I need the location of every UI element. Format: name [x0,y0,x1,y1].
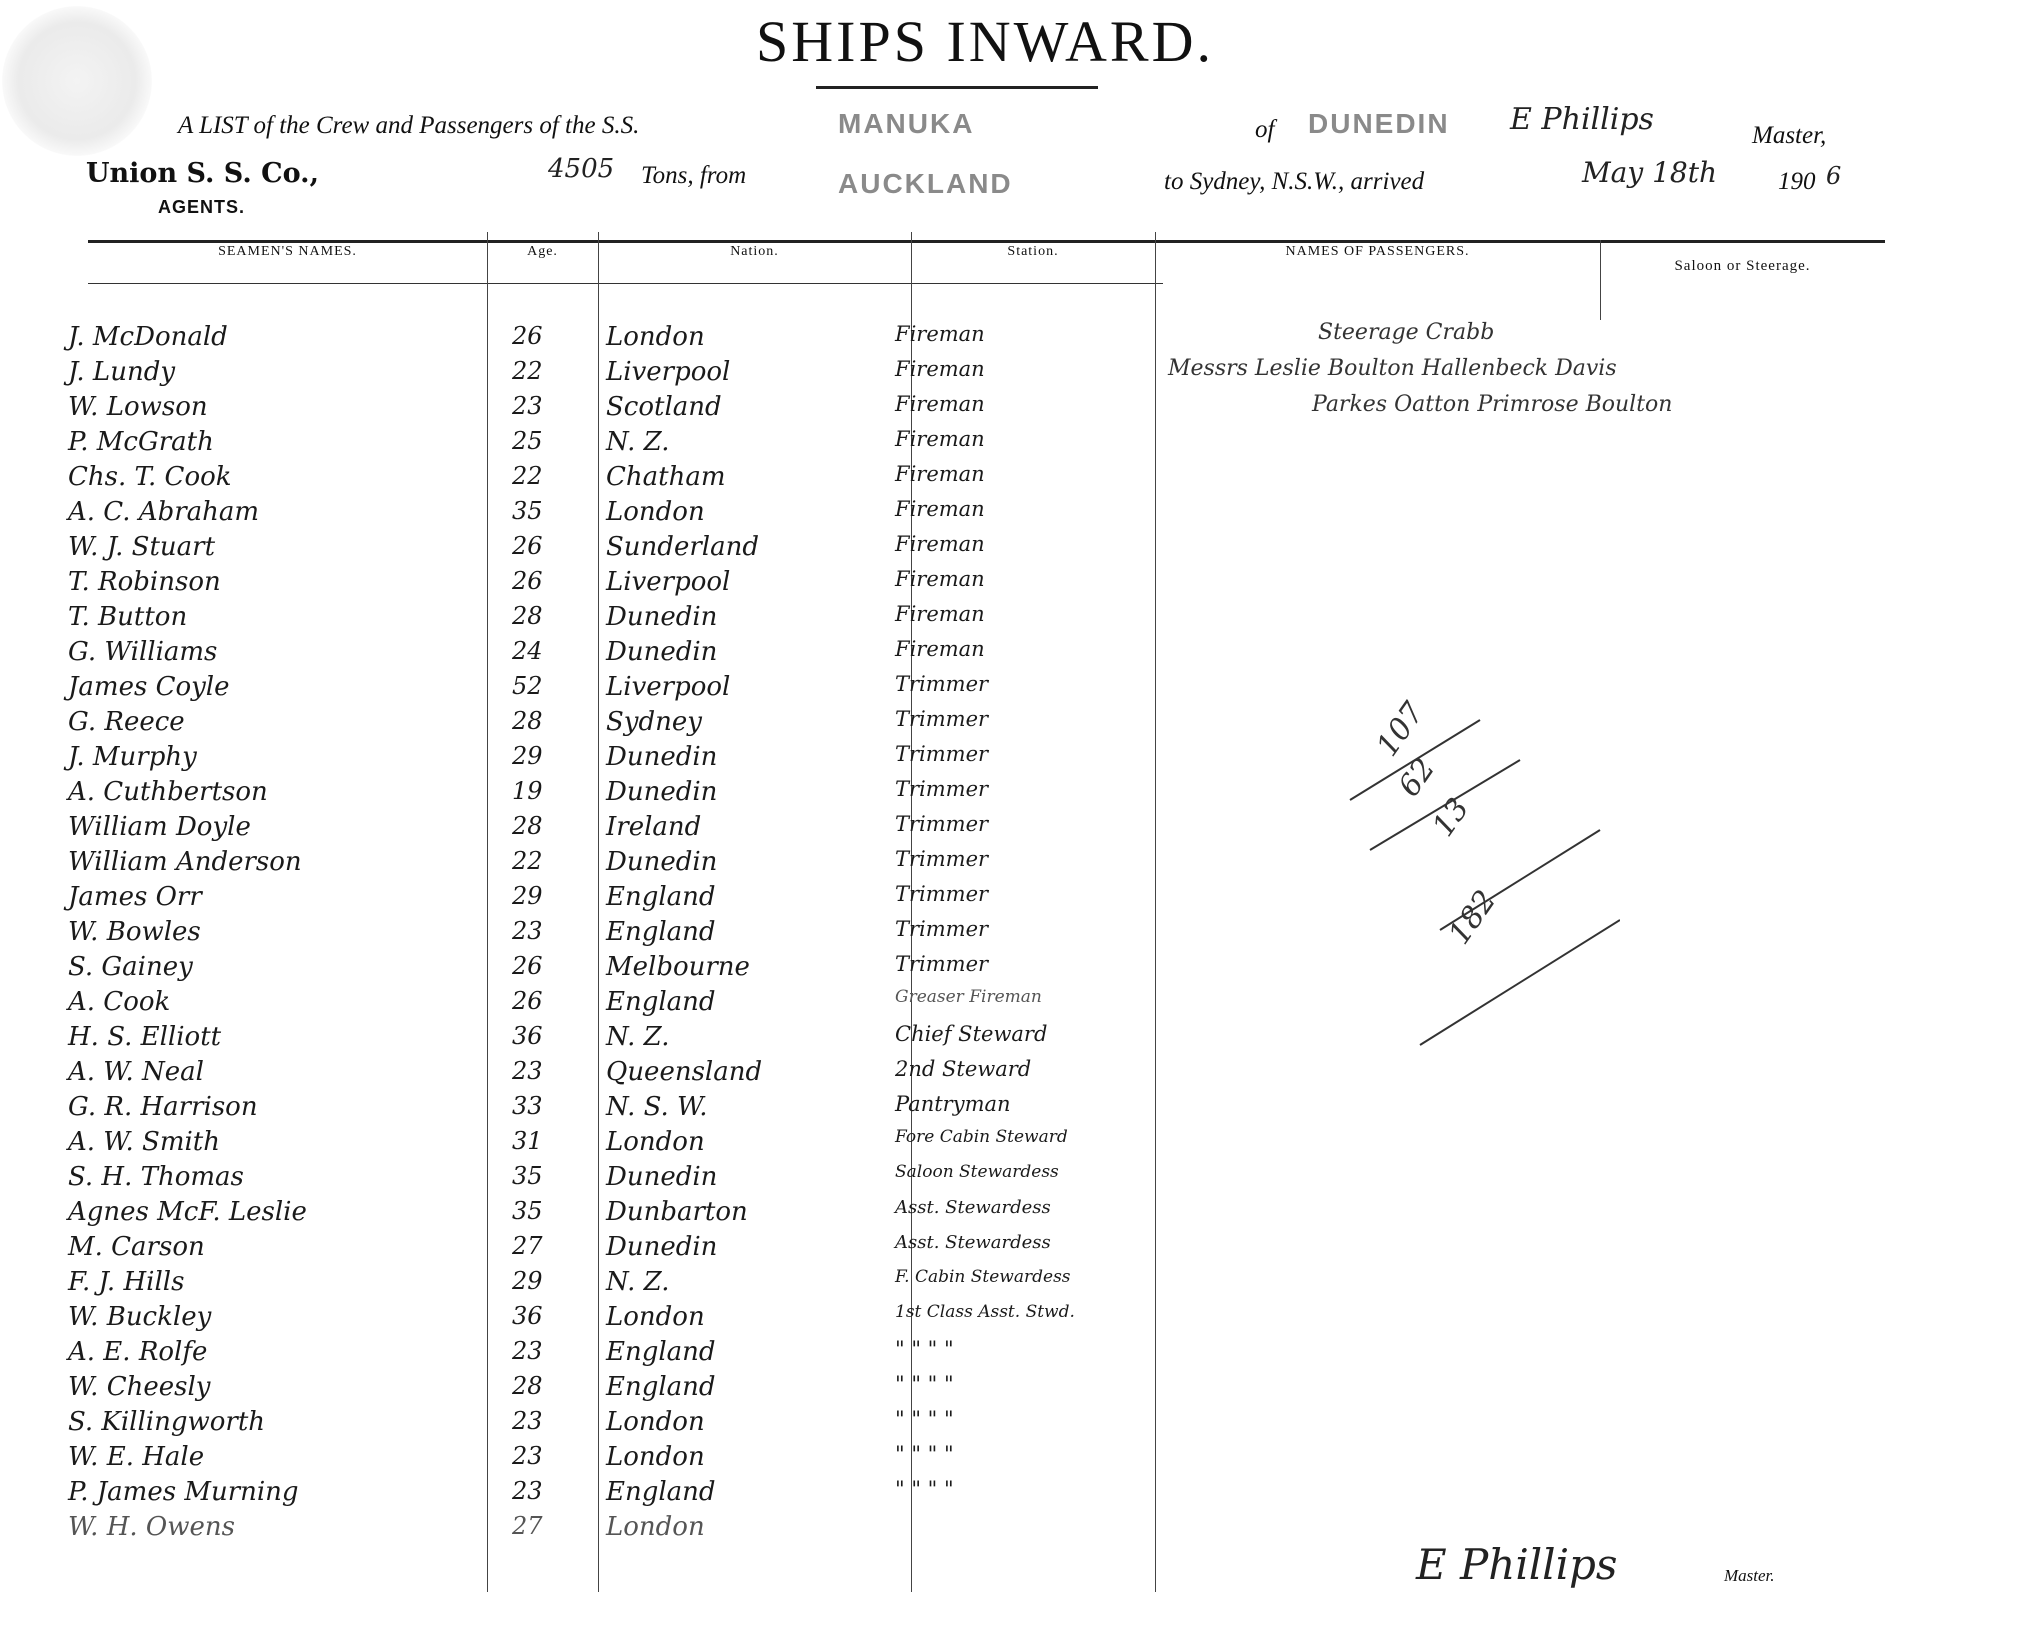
year-suffix: 6 [1826,162,1842,190]
seaman-nation: N. S. W. [606,1092,708,1122]
seaman-name: W. Lowson [68,392,208,422]
seaman-age: 36 [512,1022,543,1050]
seaman-station: Trimmer [895,917,989,941]
col-passengers: NAMES OF PASSENGERS. [1285,244,1470,259]
seaman-name: W. E. Hale [68,1442,205,1472]
seaman-station: " " " " [895,1372,954,1396]
seaman-name: W. J. Stuart [68,532,216,562]
seaman-age: 26 [512,567,543,595]
seaman-name: J. Lundy [68,357,176,387]
table-row [0,812,2029,846]
table-row [0,602,2029,636]
seaman-nation: Liverpool [606,357,731,387]
seaman-station: Pantryman [895,1092,1011,1116]
seaman-station: Trimmer [895,707,989,731]
seaman-station: Fireman [895,567,985,591]
seaman-age: 28 [512,707,543,735]
seaman-nation: London [606,1442,705,1472]
seaman-station: Trimmer [895,847,989,871]
table-header-rule [88,283,1163,284]
seaman-name: F. J. Hills [68,1267,185,1297]
seaman-station: Asst. Stewardess [895,1197,1051,1218]
seaman-nation: Ireland [606,812,702,842]
tally-107: 107 [1369,696,1432,763]
seaman-station: Fireman [895,427,985,451]
tonnage: 4505 [548,154,615,184]
table-row [0,1337,2029,1371]
divider-passengers-class [1600,240,1601,320]
seaman-age: 26 [512,532,543,560]
seaman-station: Trimmer [895,672,989,696]
seaman-nation: England [606,1372,716,1402]
seaman-station: " " " " [895,1407,954,1431]
seaman-age: 23 [512,1407,543,1435]
seaman-name: W. H. Owens [68,1512,235,1542]
table-row [0,532,2029,566]
table-row [0,1092,2029,1126]
destination-label: to Sydney, N.S.W., arrived [1164,168,1425,195]
seaman-nation: Dunedin [606,742,718,772]
table-row [0,1197,2029,1231]
table-row [0,427,2029,461]
seaman-name: A. Cuthbertson [68,777,268,807]
seaman-age: 28 [512,602,543,630]
seaman-name: Chs. T. Cook [68,462,232,492]
passenger-line-1: Steerage Crabb [1318,320,1495,345]
seaman-nation: Sydney [606,707,702,737]
seaman-nation: London [606,497,705,527]
seaman-name: M. Carson [68,1232,205,1262]
table-row [0,987,2029,1021]
seaman-name: W. Buckley [68,1302,212,1332]
seaman-nation: Liverpool [606,672,731,702]
seaman-name: A. Cook [68,987,171,1017]
col-station: Station. [1007,244,1059,259]
seaman-age: 23 [512,1442,543,1470]
table-row [0,847,2029,881]
tally-182: 182 [1441,884,1504,951]
seaman-age: 23 [512,1057,543,1085]
seaman-station: Fireman [895,637,985,661]
table-row [0,462,2029,496]
seaman-nation: Dunedin [606,1232,718,1262]
seaman-nation: Dunedin [606,637,718,667]
table-row [0,742,2029,776]
table-row [0,1302,2029,1336]
master-label-footer: Master. [1724,1566,1775,1585]
tally-lines [1340,700,1620,1050]
table-row [0,777,2029,811]
seaman-name: A. W. Neal [68,1057,204,1087]
table-row [0,1162,2029,1196]
table-top-rule [88,240,1885,243]
seaman-nation: England [606,987,716,1017]
page-title: SHIPS INWARD. [756,9,1214,74]
seaman-age: 52 [512,672,543,700]
year-prefix: 190 [1778,168,1816,195]
arrival-date: May 18th [1582,156,1717,189]
seaman-nation: Queensland [606,1057,763,1087]
seaman-station: " " " " [895,1442,954,1466]
table-row [0,1022,2029,1056]
agents-name: Union S. S. Co., [86,158,319,189]
seaman-nation: Dunbarton [606,1197,748,1227]
seaman-nation: Chatham [606,462,726,492]
seaman-name: P. James Murning [68,1477,299,1507]
seaman-station: Fireman [895,322,985,346]
seaman-age: 29 [512,882,543,910]
table-row [0,952,2029,986]
agents-label: AGENTS. [158,197,246,217]
seaman-name: P. McGrath [68,427,214,457]
seaman-nation: England [606,1477,716,1507]
seaman-age: 24 [512,637,543,665]
master-signature-header: E Phillips [1510,102,1654,137]
table-row [0,392,2029,426]
seaman-name: S. Killingworth [68,1407,266,1437]
seaman-nation: London [606,1302,705,1332]
seaman-name: A. C. Abraham [68,497,260,527]
seaman-nation: London [606,1512,705,1542]
seaman-age: 27 [512,1512,543,1540]
table-row [0,567,2029,601]
seaman-age: 31 [512,1127,543,1155]
seaman-nation: London [606,322,705,352]
seaman-nation: England [606,917,716,947]
seaman-age: 28 [512,1372,543,1400]
seaman-name: T. Robinson [68,567,221,597]
seaman-age: 22 [512,357,543,385]
seaman-station: Fireman [895,462,985,486]
seaman-age: 23 [512,917,543,945]
seaman-name: G. R. Harrison [68,1092,258,1122]
seaman-nation: N. Z. [606,427,670,457]
seaman-age: 19 [512,777,543,805]
table-row [0,1372,2029,1406]
seaman-station: Fireman [895,357,985,381]
col-seamen-names: SEAMEN'S NAMES. [218,244,357,259]
seaman-station: Trimmer [895,777,989,801]
seaman-station: 1st Class Asst. Stwd. [895,1302,1075,1322]
seaman-age: 22 [512,847,543,875]
seaman-nation: Liverpool [606,567,731,597]
passenger-line-3: Parkes Oatton Primrose Boulton [1312,392,1673,417]
table-row [0,917,2029,951]
seaman-station: Trimmer [895,882,989,906]
seaman-station: Fireman [895,497,985,521]
port-of-registry-stamp: DUNEDIN [1308,108,1450,139]
seaman-nation: London [606,1127,705,1157]
seaman-age: 28 [512,812,543,840]
seaman-name: William Anderson [68,847,302,877]
table-row [0,1232,2029,1266]
seaman-age: 26 [512,322,543,350]
seaman-name: W. Bowles [68,917,201,947]
col-nation: Nation. [730,244,779,259]
seaman-station: Greaser Fireman [895,987,1042,1007]
seaman-age: 35 [512,1162,543,1190]
seaman-name: William Doyle [68,812,251,842]
seaman-name: H. S. Elliott [68,1022,222,1052]
seaman-age: 33 [512,1092,543,1120]
seaman-age: 29 [512,742,543,770]
seaman-nation: Dunedin [606,602,718,632]
seaman-station: 2nd Steward [895,1057,1032,1081]
seaman-nation: Dunedin [606,777,718,807]
seaman-name: Agnes McF. Leslie [68,1197,307,1227]
table-row [0,1477,2029,1511]
seaman-name: S. Gainey [68,952,193,982]
seaman-name: James Coyle [68,672,230,702]
seaman-nation: Sunderland [606,532,759,562]
seaman-station: Trimmer [895,812,989,836]
seaman-nation: England [606,882,716,912]
seaman-name: G. Reece [68,707,185,737]
table-row [0,1057,2029,1091]
seaman-age: 35 [512,1197,543,1225]
table-row [0,707,2029,741]
seaman-age: 26 [512,987,543,1015]
seaman-name: T. Button [68,602,188,632]
seaman-age: 26 [512,952,543,980]
master-signature: E Phillips [1416,1540,1618,1589]
ship-name-stamp: MANUKA [838,108,975,139]
seaman-age: 22 [512,462,543,490]
seaman-name: A. E. Rolfe [68,1337,208,1367]
seaman-nation: N. Z. [606,1022,670,1052]
seaman-name: G. Williams [68,637,218,667]
table-row [0,322,2029,356]
seaman-station: " " " " [895,1337,954,1361]
table-row [0,1267,2029,1301]
seaman-nation: N. Z. [606,1267,670,1297]
seaman-station: Fireman [895,532,985,556]
seaman-station: Fore Cabin Steward [895,1127,1068,1147]
seaman-name: W. Cheesly [68,1372,211,1402]
seaman-age: 23 [512,392,543,420]
table-row [0,1407,2029,1441]
table-row [0,357,2029,391]
seaman-station: F. Cabin Stewardess [895,1267,1071,1287]
seaman-name: J. McDonald [68,322,228,352]
seaman-age: 29 [512,1267,543,1295]
seaman-station: Asst. Stewardess [895,1232,1051,1253]
passenger-line-2: Messrs Leslie Boulton Hallenbeck Davis [1168,356,1617,381]
seaman-station: Chief Steward [895,1022,1048,1046]
seaman-station: " " " " [895,1477,954,1501]
seaman-name: A. W. Smith [68,1127,220,1157]
seaman-nation: London [606,1407,705,1437]
col-saloon-steerage: Saloon or Steerage. [1674,258,1811,274]
table-row [0,637,2029,671]
seaman-nation: England [606,1337,716,1367]
tons-from-label: Tons, from [641,162,747,189]
table-row [0,1442,2029,1476]
seaman-age: 25 [512,427,543,455]
from-port-stamp: AUCKLAND [838,168,1013,199]
master-label-header: Master, [1752,122,1827,149]
seaman-station: Trimmer [895,952,989,976]
col-age: Age. [527,244,558,259]
seaman-age: 23 [512,1337,543,1365]
seaman-station: Fireman [895,602,985,626]
seaman-name: S. H. Thomas [68,1162,244,1192]
seaman-age: 36 [512,1302,543,1330]
seaman-nation: Dunedin [606,1162,718,1192]
seaman-station: Trimmer [895,742,989,766]
seaman-station: Saloon Stewardess [895,1162,1059,1182]
list-prefix: A LIST of the Crew and Passengers of the S.S. [178,112,640,139]
seaman-age: 27 [512,1232,543,1260]
seaman-age: 23 [512,1477,543,1505]
table-row [0,1512,2029,1546]
seaman-station: Fireman [895,392,985,416]
table-row [0,882,2029,916]
tally-62: 62 [1391,751,1443,804]
seaman-name: J. Murphy [68,742,197,772]
table-row [0,1127,2029,1161]
title-underline [816,86,1098,89]
seaman-nation: Scotland [606,392,722,422]
seaman-nation: Melbourne [606,952,750,982]
table-row [0,672,2029,706]
seaman-name: James Orr [68,882,202,912]
seaman-nation: Dunedin [606,847,718,877]
of-label: of [1255,116,1275,143]
seaman-age: 35 [512,497,543,525]
table-row [0,497,2029,531]
tally-13: 13 [1425,791,1477,844]
